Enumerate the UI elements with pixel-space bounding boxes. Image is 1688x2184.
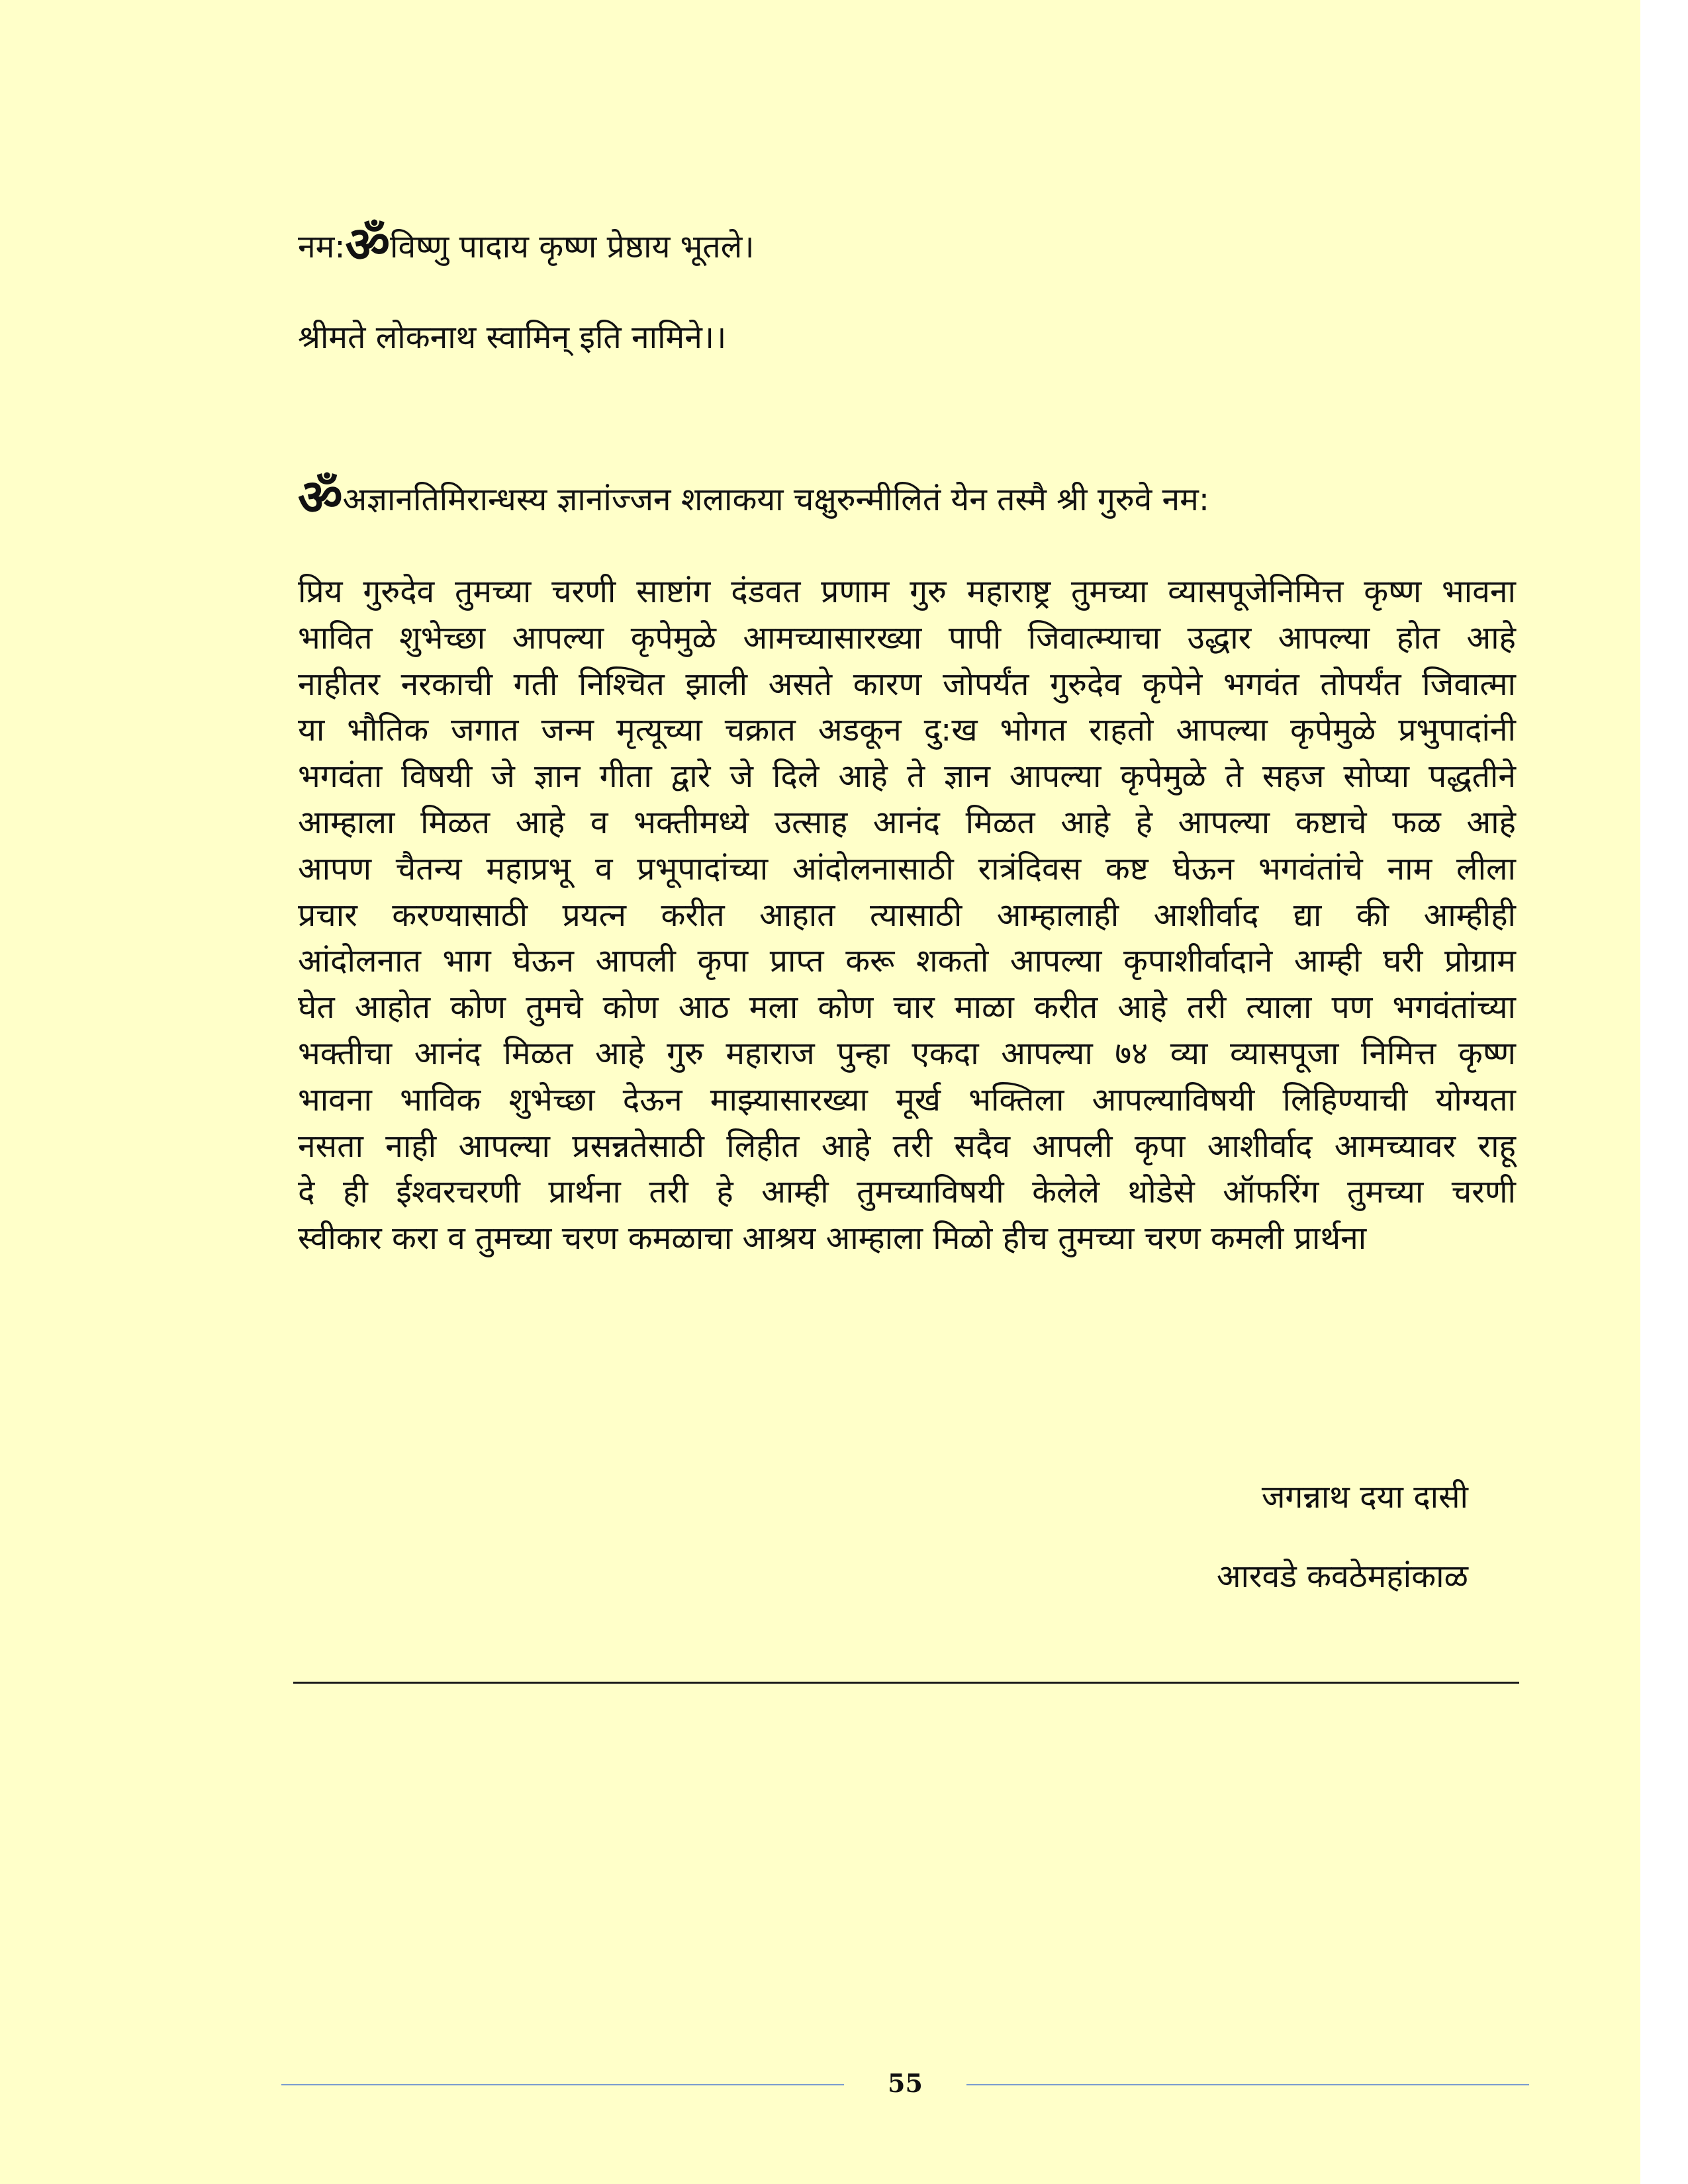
footer-rule-right [966,2084,1529,2085]
page-margin [1640,0,1688,2184]
signature-name: जगन्नाथ दया दासी [1261,1479,1468,1516]
om-symbol: ॐ [345,216,391,273]
paragraph-line: भावित शुभेच्छा आपल्या कृपेमुळे आमच्यासारख्या पापी जिवात्म्याचा उद्धार आपल्या होत आहे [298,619,1516,657]
paragraph-line: भगवंता विषयी जे ज्ञान गीता द्वारे जे दिले आहे ते ज्ञान आपल्या कृपेमुळे ते सहज सोप्या पद्धतीने [298,758,1516,796]
paragraph-line: या भौतिक जगात जन्म मृत्यूच्या चक्रात अडकून दु:ख भोगत राहतो आपल्या कृपेमुळे प्रभुपादांनी [298,711,1516,749]
mantra-line-1 [298,216,755,273]
paragraph-line: नसता नाही आपल्या प्रसन्नतेसाठी लिहीत आहे तरी सदैव आपली कृपा आशीर्वाद आमच्यावर राहू [298,1127,1516,1165]
paragraph-line: भावना भाविक शुभेच्छा देऊन माझ्यासारख्या मूर्ख भक्तिला आपल्याविषयी लिहिण्याची योग्यता [298,1081,1516,1118]
guru-mantra-text: अज्ञानतिमिरान्धस्य ज्ञानांज्जन शलाकया चक्षुरुन्मीलितं येन तस्मै श्री गुरुवे नम: [342,481,1210,518]
om-symbol: ॐ [298,469,343,526]
paragraph-line: प्रचार करण्यासाठी प्रयत्न करीत आहात त्यासाठी आम्हालाही आशीर्वाद द्या की आम्हीही [298,896,1516,934]
guru-mantra-line [298,469,1210,526]
paragraph-line: आंदोलनात भाग घेऊन आपली कृपा प्राप्त करू शकतो आपल्या कृपाशीर्वादाने आम्ही घरी प्रोग्राम [298,942,1516,980]
page-number: 55 [888,2068,923,2098]
mantra-prefix: नम: [298,228,346,265]
paragraph-line: आपण चैतन्य महाप्रभू व प्रभूपादांच्या आंदोलनासाठी रात्रंदिवस कष्ट घेऊन भगवंतांचे नाम लीला [298,850,1516,887]
footer-rule-left [281,2084,844,2085]
paragraph-line: प्रिय गुरुदेव तुमच्या चरणी साष्टांग दंडवत प्रणाम गुरु महाराष्ट्र तुमच्या व्यासपूजेनिमित्त कृष्ण भावना [298,573,1516,610]
mantra-line-2: श्रीमते लोकनाथ स्वामिन् इति नामिने।। [298,319,727,356]
paragraph-line: आम्हाला मिळत आहे व भक्तीमध्ये उत्साह आनंद मिळत आहे हे आपल्या कष्टाचे फळ आहे [298,803,1516,841]
paragraph-line: घेत आहोत कोण तुमचे कोण आठ मला कोण चार माळा करीत आहे तरी त्याला पण भगवंतांच्या [298,989,1516,1026]
paragraph-line: नाहीतर नरकाची गती निश्चित झाली असते कारण जोपर्यंत गुरुदेव कृपेने भगवंत तोपर्यंत जिवात्मा [298,665,1516,703]
paragraph-line: भक्तीचा आनंद मिळत आहे गुरु महाराज पुन्हा एकदा आपल्या ७४ व्या व्यासपूजा निमित्त कृष्ण [298,1034,1516,1072]
offering-paragraph [298,569,1516,1262]
paragraph-line: दे ही ईश्वरचरणी प्रार्थना तरी हे आम्ही तुमच्याविषयी केलेले थोडेसे ऑफरिंग तुमच्या चरणी [298,1173,1516,1211]
signature-place: आरवडे कवठेमहांकाळ [1216,1558,1468,1595]
mantra-line-1-text: विष्णु पादाय कृष्ण प्रेष्ठाय भूतले। [390,228,755,265]
content-divider [293,1682,1519,1684]
paragraph-line: स्वीकार करा व तुमच्या चरण कमळाचा आश्रय आम्हाला मिळो हीच तुमच्या चरण कमली प्रार्थना [298,1220,1367,1257]
